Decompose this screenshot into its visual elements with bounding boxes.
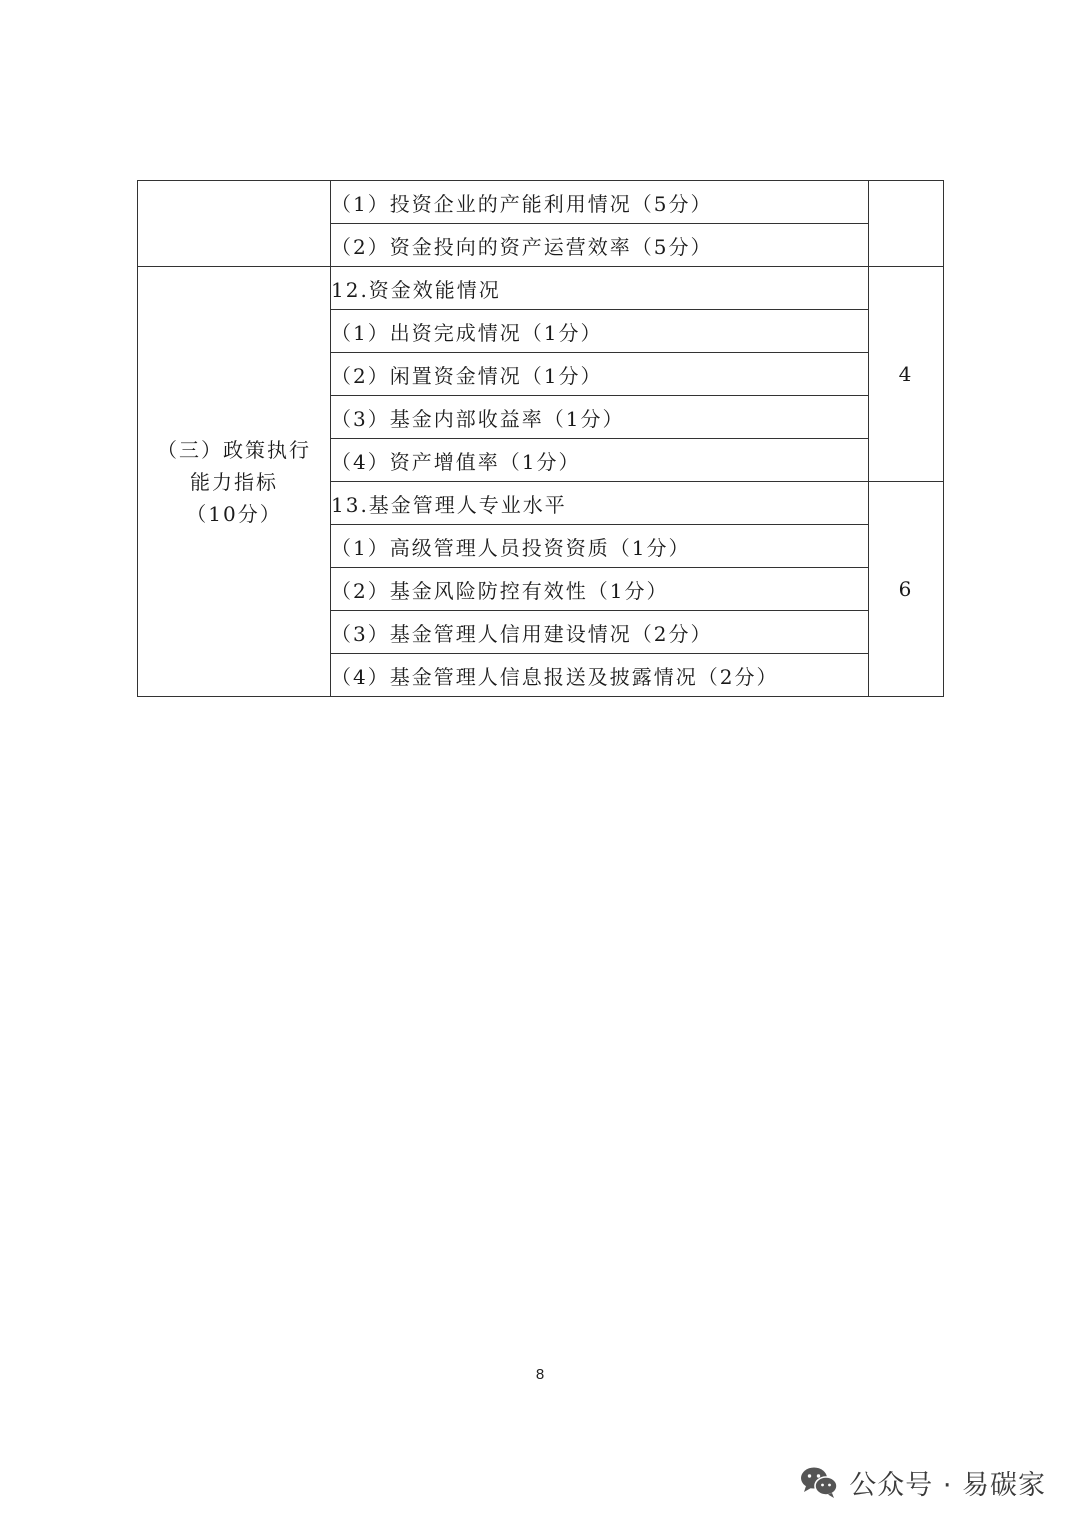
wechat-icon xyxy=(799,1465,839,1499)
score-cell: 4 xyxy=(869,267,944,482)
watermark-text: 公众号 · 易碳家 xyxy=(849,1469,1046,1501)
table-cell-item: （3）基金内部收益率（1分） xyxy=(331,396,869,439)
table-cell-item: （1）出资完成情况（1分） xyxy=(331,310,869,353)
indicator-table xyxy=(137,180,943,705)
table-cell-item: （1）投资企业的产能利用情况（5分） xyxy=(331,181,869,224)
table-row xyxy=(138,181,944,224)
category-cell xyxy=(138,267,331,697)
indicator-table-grid xyxy=(137,180,944,697)
table-cell-item: （1）高级管理人员投资资质（1分） xyxy=(331,525,869,568)
score-cell: 6 xyxy=(869,482,944,697)
table-cell-item: （2）资金投向的资产运营效率（5分） xyxy=(331,224,869,267)
table-row xyxy=(138,267,944,310)
score-cell-empty xyxy=(869,181,944,267)
table-cell-item: （4）资产增值率（1分） xyxy=(331,439,869,482)
table-cell-item: （2）基金风险防控有效性（1分） xyxy=(331,568,869,611)
category-cell-empty xyxy=(138,181,331,267)
category-label-line: （10分） xyxy=(186,501,282,526)
page-number: 8 xyxy=(535,1366,545,1383)
table-cell-item: （3）基金管理人信用建设情况（2分） xyxy=(331,611,869,654)
category-label-line: 能力指标 xyxy=(190,469,278,494)
table-cell-item: （4）基金管理人信息报送及披露情况（2分） xyxy=(331,654,869,697)
group-heading: 12.资金效能情况 xyxy=(331,267,869,310)
group-heading: 13.基金管理人专业水平 xyxy=(331,482,869,525)
watermark xyxy=(799,1462,1046,1502)
category-label-line: （三）政策执行 xyxy=(157,437,311,462)
table-cell-item: （2）闲置资金情况（1分） xyxy=(331,353,869,396)
